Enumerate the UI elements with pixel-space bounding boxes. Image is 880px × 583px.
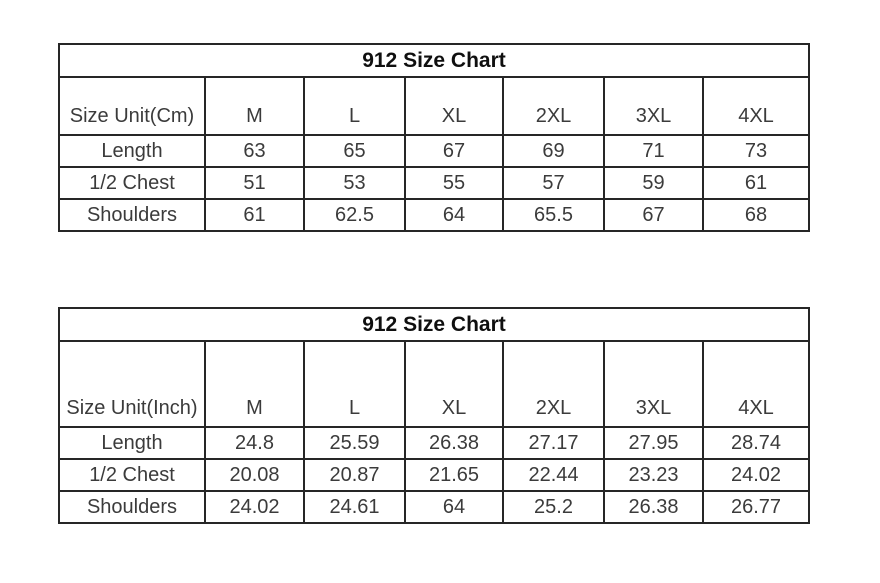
table-row xyxy=(59,167,809,199)
table-row xyxy=(59,427,809,459)
table-row xyxy=(59,199,809,231)
table-row xyxy=(59,341,809,427)
measurement-value: 24.02 xyxy=(205,491,304,523)
measurement-value: 51 xyxy=(205,167,304,199)
measurement-label: 1/2 Chest xyxy=(59,167,205,199)
unit-label-cell: Size Unit(Inch) xyxy=(59,341,205,427)
size-col-header-xl: XL xyxy=(405,77,503,135)
measurement-value: 63 xyxy=(205,135,304,167)
size-col-header-3xl: 3XL xyxy=(604,77,703,135)
measurement-value: 71 xyxy=(604,135,703,167)
measurement-value: 25.2 xyxy=(503,491,604,523)
table-row xyxy=(59,44,809,77)
measurement-value: 25.59 xyxy=(304,427,405,459)
measurement-value: 26.77 xyxy=(703,491,809,523)
measurement-label: Shoulders xyxy=(59,491,205,523)
measurement-value: 24.02 xyxy=(703,459,809,491)
measurement-label: Shoulders xyxy=(59,199,205,231)
measurement-value: 26.38 xyxy=(604,491,703,523)
table-row xyxy=(59,135,809,167)
measurement-label: Length xyxy=(59,427,205,459)
size-col-header-m: M xyxy=(205,341,304,427)
measurement-value: 64 xyxy=(405,491,503,523)
measurement-value: 20.87 xyxy=(304,459,405,491)
size-table-cm xyxy=(58,43,810,232)
measurement-value: 20.08 xyxy=(205,459,304,491)
measurement-value: 62.5 xyxy=(304,199,405,231)
measurement-label: Length xyxy=(59,135,205,167)
measurement-value: 53 xyxy=(304,167,405,199)
measurement-value: 59 xyxy=(604,167,703,199)
measurement-value: 21.65 xyxy=(405,459,503,491)
size-table-inch xyxy=(58,307,810,524)
measurement-value: 24.61 xyxy=(304,491,405,523)
table-title: 912 Size Chart xyxy=(59,44,809,77)
measurement-value: 24.8 xyxy=(205,427,304,459)
table-row xyxy=(59,308,809,341)
size-col-header-xl: XL xyxy=(405,341,503,427)
measurement-value: 68 xyxy=(703,199,809,231)
table-row xyxy=(59,491,809,523)
size-col-header-4xl: 4XL xyxy=(703,341,809,427)
size-col-header-2xl: 2XL xyxy=(503,77,604,135)
measurement-value: 67 xyxy=(604,199,703,231)
size-col-header-4xl: 4XL xyxy=(703,77,809,135)
measurement-value: 27.17 xyxy=(503,427,604,459)
measurement-value: 73 xyxy=(703,135,809,167)
measurement-value: 26.38 xyxy=(405,427,503,459)
measurement-value: 69 xyxy=(503,135,604,167)
size-col-header-l: L xyxy=(304,341,405,427)
measurement-value: 27.95 xyxy=(604,427,703,459)
size-col-header-3xl: 3XL xyxy=(604,341,703,427)
measurement-value: 61 xyxy=(205,199,304,231)
measurement-value: 61 xyxy=(703,167,809,199)
size-col-header-m: M xyxy=(205,77,304,135)
measurement-value: 23.23 xyxy=(604,459,703,491)
measurement-value: 65 xyxy=(304,135,405,167)
measurement-value: 55 xyxy=(405,167,503,199)
measurement-value: 57 xyxy=(503,167,604,199)
table-title: 912 Size Chart xyxy=(59,308,809,341)
measurement-label: 1/2 Chest xyxy=(59,459,205,491)
measurement-value: 28.74 xyxy=(703,427,809,459)
table-row xyxy=(59,77,809,135)
measurement-value: 65.5 xyxy=(503,199,604,231)
size-col-header-l: L xyxy=(304,77,405,135)
table-row xyxy=(59,459,809,491)
measurement-value: 22.44 xyxy=(503,459,604,491)
measurement-value: 64 xyxy=(405,199,503,231)
size-col-header-2xl: 2XL xyxy=(503,341,604,427)
unit-label-cell: Size Unit(Cm) xyxy=(59,77,205,135)
measurement-value: 67 xyxy=(405,135,503,167)
